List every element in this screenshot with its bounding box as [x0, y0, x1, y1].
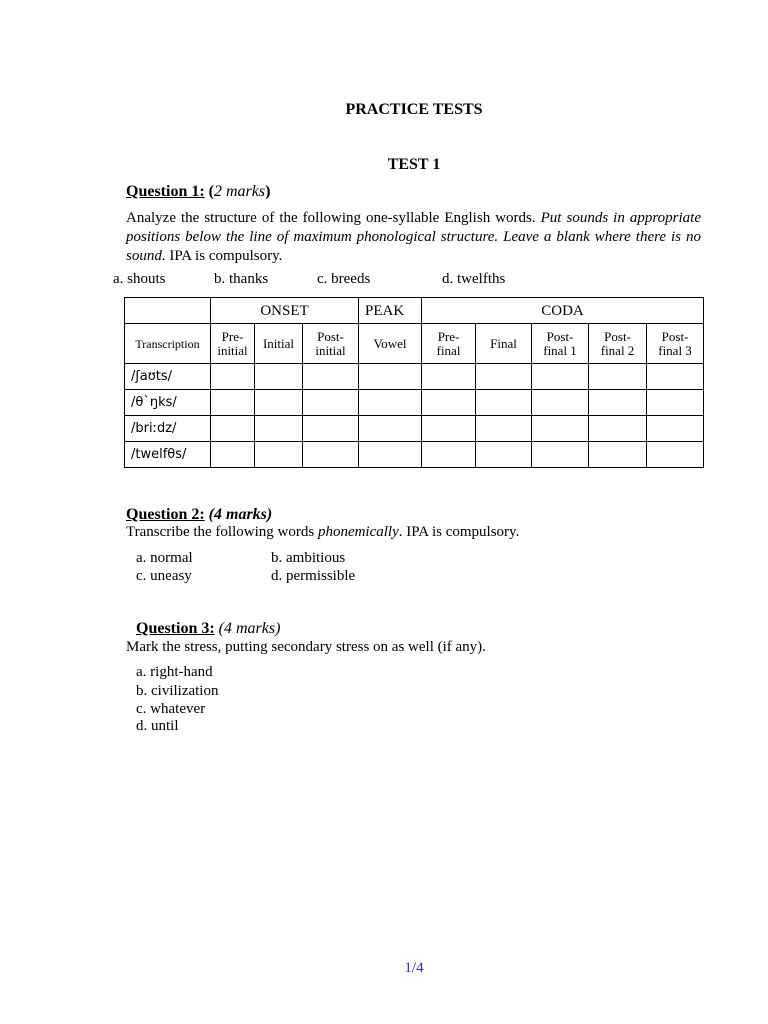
subhead-pre-final: Pre- final: [422, 324, 476, 364]
answer-cell[interactable]: [589, 364, 647, 390]
q3-heading: [136, 620, 280, 638]
answer-cell[interactable]: [476, 390, 532, 416]
answer-cell[interactable]: [255, 364, 303, 390]
answer-cell[interactable]: [647, 416, 704, 442]
transcription-cell: /ʃaʊts/: [125, 364, 211, 390]
q1-word-b: b. thanks: [214, 271, 269, 287]
q2-marks: (4 marks): [208, 506, 273, 523]
table-row: [125, 390, 704, 416]
q1-heading: [126, 183, 270, 201]
answer-cell[interactable]: [211, 416, 255, 442]
q3-label: Question 3:: [136, 620, 215, 637]
answer-cell[interactable]: [255, 390, 303, 416]
q2-instr-text: Transcribe the following words: [126, 524, 318, 540]
answer-cell[interactable]: [476, 442, 532, 468]
q2-item-b: b. ambitious: [271, 550, 346, 566]
group-header-peak: PEAK: [359, 298, 422, 324]
subhead-post-final-1: Post- final 1: [532, 324, 589, 364]
subhead-post-final-3: Post- final 3: [647, 324, 704, 364]
answer-cell[interactable]: [303, 390, 359, 416]
q2-instr-ipa: . IPA is compulsory.: [398, 524, 520, 540]
answer-cell[interactable]: [422, 442, 476, 468]
q1-marks-close: ): [265, 183, 271, 200]
answer-cell[interactable]: [211, 364, 255, 390]
q1-word-d: d. twelfths: [442, 271, 506, 287]
answer-cell[interactable]: [532, 442, 589, 468]
q2-label: Question 2:: [126, 506, 205, 523]
answer-cell[interactable]: [589, 416, 647, 442]
answer-cell[interactable]: [359, 364, 422, 390]
answer-cell[interactable]: [359, 390, 422, 416]
group-header-coda: CODA: [422, 298, 704, 324]
q1-instructions: [126, 209, 701, 266]
answer-cell[interactable]: [359, 442, 422, 468]
syllable-structure-table: [124, 297, 704, 468]
table-row: [125, 416, 704, 442]
subhead-post-final-2: Post- final 2: [589, 324, 647, 364]
q1-word-c: c. breeds: [317, 271, 371, 287]
q1-instr-text: Analyze the structure of the following one-syllable English words.: [126, 210, 541, 226]
subhead-post-initial: Post- initial: [303, 324, 359, 364]
answer-cell[interactable]: [476, 416, 532, 442]
subhead-final: Final: [476, 324, 532, 364]
answer-cell[interactable]: [255, 416, 303, 442]
page-title: PRACTICE TESTS: [345, 101, 483, 118]
answer-cell[interactable]: [255, 442, 303, 468]
answer-cell[interactable]: [532, 364, 589, 390]
group-header-empty: [125, 298, 211, 324]
subhead-pre-initial: Pre- initial: [211, 324, 255, 364]
page-number: 1/4: [404, 960, 424, 976]
q2-item-d: d. permissible: [271, 568, 356, 584]
q2-item-a: a. normal: [136, 550, 193, 566]
q3-item-c: c. whatever: [136, 701, 206, 717]
answer-cell[interactable]: [589, 442, 647, 468]
table-row: [125, 442, 704, 468]
q1-word-a: a. shouts: [113, 271, 166, 287]
q3-item-a: a. right-hand: [136, 664, 213, 680]
subhead-initial: Initial: [255, 324, 303, 364]
group-header-onset: ONSET: [211, 298, 359, 324]
transcription-cell: /briːdz/: [125, 416, 211, 442]
answer-cell[interactable]: [422, 416, 476, 442]
q3-item-d: d. until: [136, 718, 179, 734]
q2-item-c: c. uneasy: [136, 568, 192, 584]
transcription-cell: /twelfθs/: [125, 442, 211, 468]
q3-marks: (4 marks): [218, 620, 281, 637]
table-row: [125, 364, 704, 390]
answer-cell[interactable]: [422, 390, 476, 416]
test-title: TEST 1: [387, 156, 441, 173]
q2-instructions: [126, 524, 519, 541]
q3-item-b: b. civilization: [136, 683, 219, 699]
answer-cell[interactable]: [303, 364, 359, 390]
answer-cell[interactable]: [303, 416, 359, 442]
q1-instr-italic: Put sounds in appropriate positions below the line of maximum phonological structure. Leave a blank where there is no sound.: [126, 210, 701, 264]
q1-marks-open: (: [208, 183, 214, 200]
answer-cell[interactable]: [647, 390, 704, 416]
answer-cell[interactable]: [211, 442, 255, 468]
subhead-transcription: Transcription: [125, 324, 211, 364]
q1-label: Question 1:: [126, 183, 205, 200]
q3-instructions: Mark the stress, putting secondary stress on as well (if any).: [126, 639, 486, 655]
q1-marks: 2 marks: [214, 183, 266, 200]
answer-cell[interactable]: [647, 364, 704, 390]
answer-cell[interactable]: [476, 364, 532, 390]
answer-cell[interactable]: [211, 390, 255, 416]
answer-cell[interactable]: [532, 390, 589, 416]
answer-cell[interactable]: [422, 364, 476, 390]
answer-cell[interactable]: [647, 442, 704, 468]
q2-instr-italic: phonemically: [317, 524, 399, 540]
q1-instr-ipa: IPA is compulsory.: [165, 248, 283, 264]
subhead-vowel: Vowel: [359, 324, 422, 364]
answer-cell[interactable]: [589, 390, 647, 416]
answer-cell[interactable]: [359, 416, 422, 442]
transcription-cell: /θ`ŋks/: [125, 390, 211, 416]
answer-cell[interactable]: [303, 442, 359, 468]
answer-cell[interactable]: [532, 416, 589, 442]
q2-heading: [126, 506, 272, 524]
